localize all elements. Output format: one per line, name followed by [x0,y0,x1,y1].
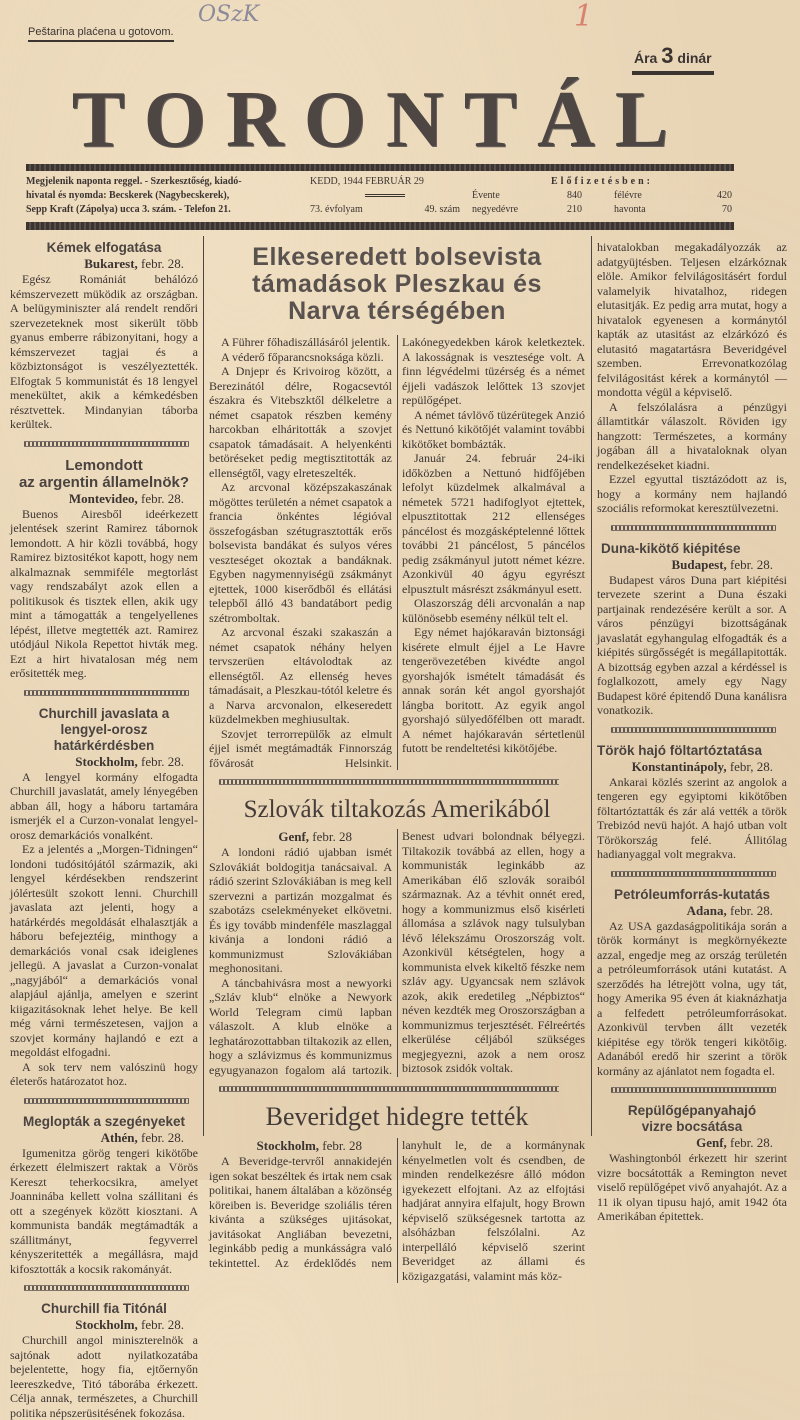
dateline [10,256,198,272]
article-paragraph: Az arcvonal középszakaszának mögöttes területén a német csapatok a francia önkéntes légióval összefogásban szétugrasztották erős bolsevista bandákat és sulyos véres veszteséget okoztak a bandáknak. Egyben nagymennyiségü zsákmányt ejtettek, 1000 kiserődből és ellátási telepből álló 43 bandatábort pedig szétromboltak. [209,480,392,625]
subscription-price: 420 [717,190,732,201]
dateline-date: febr. 28. [730,556,773,572]
dateline-place: Athén, [100,1129,138,1145]
article-szlovak [209,795,585,1077]
article-paragraph: Churchill angol miniszterelnök a sajtónak adott nyilatkozatába bejelentette, hogy fia, ejtőernyőn leereszkedve, Titó táborába érkezett. Célja annak, természetes, a Churchill politika népszerüsitésének fokozása. [10,1333,198,1420]
article-title: vizre bocsátása [641,1119,743,1134]
article-body [209,335,585,770]
article-paragraph: A felszólalásra a pénzügyi államtitkár válaszolt. Röviden igy hangzott: Természetes, a kormány jogában áll a hivataloknak olyan rendelkezéseket kiadni. [597,399,787,472]
subscription-title: Előfizetésben: [551,176,653,187]
article-title: Lemondott [65,456,143,474]
article-lemondott [10,457,198,681]
article-torok-hajo [597,743,787,862]
dateline [597,759,787,775]
subscription-row [472,189,732,203]
dateline [10,1317,198,1333]
dateline [10,1130,198,1146]
article-paragraph: A Führer főhadiszállásáról jelentik. [221,335,391,349]
article-paragraph: Szovjet terrorrepülők az elmult éjjel ismét megtámadták Finnország fővárosát Helsinkit. Lakónegyedekben károk keletkeztek. A lakosságnak is vesztesége volt. A finn légvédelmi tüzérség és a német éjjeli vadászok lelőttek 13 szovjet repülőgépet. [209,335,585,770]
article-beveridge [209,1102,585,1283]
article-paragraph: Buenos Airesből ideérkezett jelentések szerint Ramirez tábornok lemondott. A hir közli továbbá, hogy Ramirez biztositékot kapott, hogy nem alkalmaznak semmiféle megtorlást vagy rendszabályt azok ellen a politikusok és tisztek ellen, akik ugy mint a támogatták a tengelyellenes lépést, illetve megtették azt. Ramirez utódjául Nikola Repettot hivták meg. Ezt a hirt hivatalosan még nem erősitették meg. [10,506,198,680]
subscription-price: 70 [722,204,732,215]
header-bottom-rule [26,222,734,230]
article-title: Churchill fia Titónál [41,1301,167,1316]
article-paragraph: Az USA gazdaságpolitikája során a török kormányt is megkörnyékezte azzal, engedje meg az ország területén a petróleumforrások utáni kutatást. A szerződés ha létrejött volna, ugy tát, hogy Amerika 95 éven át kiaknázhatja a felfedett petróleumforrásokat. Azonkivül tervben állt vezeték kiépitése egy török tengeri kikötőig. Adanából eredő hir szerint a török kormány az ajánlatot nem fogadta el. [597,918,787,1078]
dateline-place: Konstantinápoly, [631,758,727,774]
divider [219,779,559,785]
dateline-date: febr. 28. [141,1129,184,1145]
divider [611,525,776,531]
subscription-label: havonta [614,204,646,215]
dateline-place: Genf, [696,1135,727,1150]
price-prefix: Ára [634,50,658,66]
dateline-date: febr. 28. [141,256,184,271]
headline [209,244,585,325]
dateline [597,903,787,919]
article-duna [597,541,787,718]
dateline-date: febr, 28. [729,758,773,774]
dateline [10,491,198,507]
issue-ornament [310,189,460,203]
article-repulogepanyahajo [597,1103,787,1224]
article-paragraph: A Dnjepr és Krivoirog között, a Berezinától délre, Rogacsevtól északra és Vitebszktől délkeletre a német csapatok részben kemény harcokban elháritották a szovjet csapatok támadásait. A helyenkénti betöréseket pedig megtisztitották az ellenségtől, vagy elreteszelték. [209,364,392,480]
postage-note: Peštarina plaćena u gotovom. [28,26,174,42]
article-title: Török hajó föltartóztatása [597,742,763,758]
right-column [597,240,787,1224]
article-paragraph: Az arcvonal északi szakaszán a német csapatok néhány helyen tervszerüen eltávolodtak az ellenségtől. Az ellenség heves támadásait, a Pleszkau-tótól keletre és a Narva arcvonalon, elkeseredett küzdelmekben meghiusultak. [209,625,392,726]
divider [24,1285,189,1291]
archive-handwritten-mark: OSzK [198,2,260,27]
publisher-info [26,175,298,217]
article-churchill-fia [10,1301,198,1420]
dateline-date: febr. 28. [141,1317,184,1332]
article-kemek [10,240,198,432]
divider [24,690,189,696]
dateline-place: Montevideo, [68,490,138,506]
dateline [209,1138,392,1154]
divider [24,441,189,447]
article-title: az argentin államelnök? [18,473,190,491]
publisher-line: Sepp Kraft (Zápolya) ucca 3. szám. - Telefon 21. [26,204,231,215]
masthead-rule [26,164,734,171]
article-meglopták [10,1114,198,1277]
article-paragraph: Január 24. február 24-iki időközben a Nettunó hidfőjében lefolyt küzdelmek alkalmával a németek 5721 hadifoglyot ejtettek, elpusztitottak 212 ellenséges páncélost és mozgásképtelenné lőttek további 21 páncélost, 5 páncélos pedig zsákmányul jutott német kézre. Azonkivül 40 ágyu egyrészt elpusztult másrészt zsákmányul esett. [402,451,585,596]
price-value: 3 [661,43,674,68]
dateline-date: febr. 28. [730,1135,773,1150]
dateline-date: febr. 28 [312,829,352,844]
subscription-label: félévre [614,190,642,201]
article-paragraph: Budapest város Duna part kiépitési tervezete szerint a Duna északi partjainak rendezésére került a sor. A város pénzügyi bizottságának javaslatát egyhangulag elfogadták és a kiépités sürgősségét is megállapitották. A bizottság egyben azzal a kérdéssel is foglalkozott, amely egy Nagy Budapest köré épitendő Duna kanálisra vonatkozik. [597,572,787,717]
headline-line: Narva térségében [288,297,506,325]
article-petroleum [597,887,787,1079]
dateline [597,557,787,573]
dateline-place: Genf, [278,829,310,844]
issue-info [310,175,460,217]
dateline-date: febr. 28. [141,490,184,506]
article-paragraph: Washingtonból érkezett hir szerint vizre bocsátották a Remington nevet viselő repülőgépet vivő anyahajót. Az a 11 ik olyan tipusu hajó, amit 1942 óta Amerikában épitettek. [597,1151,787,1223]
newspaper-title: TORONTÁL [71,76,689,164]
article-paragraph: Egy német hajókaraván biztonsági kisérete elmult éjjel a Le Havre tengerövezetében kivédte angol gyorshajók ismételt támadását és annak során két angol gyorshajót lángba boritott. Az egyik angol gyorshajó sülyedőfélben ott maradt. A német hajókaraván sértetlenül futott be rendeltetési kikötőjébe. [402,625,585,755]
article-paragraph: A véderő főparancsnoksága közli. [221,349,384,364]
headline-line: támadások Pleszkau és [252,270,542,298]
article-paragraph: A német távlövő tüzérütegek Anzió és Nettunó kikötőjét valamint további kikötőket bombázták. [402,407,585,451]
price-label [632,44,714,75]
subscription-price: 840 [567,190,582,201]
middle-column [209,244,585,1283]
article-paragraph: A sok terv nem valószinü hogy életerős határozatot hoz. [10,1059,198,1088]
article-paragraph: A londoni rádió ujabban ismét Szlovákiát boldogitja tanácsaival. A rádió szerint Szlovákiában is meg kell szervezni a partizán mozgalmat és szabotázs cselekményeket elkövetni. És igy tovább mindenféle maszlaggal kivánja a londoni rádió a kommunizmust Szlovákiában meghonositani. [209,845,392,975]
divider [24,1098,189,1104]
subscription-label: Évente [472,190,500,201]
column-rule [203,236,204,1136]
issue-date: KEDD, 1944 FEBRUÁR 29 [310,176,424,187]
article-churchill-javaslata [10,706,198,1089]
dateline-place: Stockholm, [256,1138,320,1153]
article-body [209,829,585,1077]
article-title: Churchill javaslata a [38,705,170,721]
divider [611,1087,776,1093]
article-paragraph: Ezzel egyuttal tisztázódott az is, hogy a kormány nem hajlandó szociális reformokat keresztülvezetni. [597,472,787,515]
dateline-place: Adana, [686,902,727,918]
dateline-place: Stockholm, [75,1317,138,1332]
dateline-place: Stockholm, [75,753,138,769]
article-paragraph: Egész Romániát behálózó kémszervezett müködik az országban. A belügyminiszter alá rendelt rendőri szervezeteknek most sikerült több gyanus emberre rábizonyitani, hogy a kémszervezet tagjai és a közbiztonságot is veszélyeztették. Elfogtak 5 kommunistát és 18 lengyel menekültet, akik a kémkedésben résztvettek. Mindanyian táborba kerültek. [10,272,198,431]
dateline-place: Bukarest, [84,256,138,271]
info-band [26,175,734,217]
article-paragraph: A lengyel kormány elfogadta Churchill javaslatát, amely lényegében abban áll, hogy a háboru tartamára ismerjék el a Curzon-vonalat lengyel-orosz demarkációs vonalként. [10,769,198,842]
article-title: lengyel-orosz határkérdésben [53,721,155,753]
divider [219,1086,559,1092]
article-paragraph: Igumenitza görög tengeri kikötőbe érkezett élelmiszert raktak a Vörös Kereszt teherkocsikra, amelyet Joanninába kellett volna szállitani és ott a szegények között kiosztani. A kommunista bandák megtámadták a szállitmányt, fegyverrel kényszeritették a megállásra, majd kifosztották a kocsik rakományát. [10,1145,198,1276]
subscription-label: negyedévre [472,204,519,215]
issue-number: 49. szám [424,204,460,215]
article-paragraph: hivatalokban megakadályozzák az adatgyüjtésben. Teljesen elzárkóznak elöle. Amikor felvilágositásért fordul valamelyik hivatalhoz, ridegen elutasitják. Ez pedig arra mutat, hogy a hivatalok egyenesen a kormánytól kapták az utasitást az elzárkózó és elutasitó magatartásra Beveridgével szemben. Errevonatkozólag felvilágositást kérek a kormánytól — mondotta végül a képviselő. [597,240,787,399]
article-body [209,1138,585,1283]
dateline-date: febr. 28. [730,902,773,918]
publisher-line: Megjelenik naponta reggel. - Szerkesztőség, kiadó- [26,176,242,187]
subscription-price: 210 [567,204,582,215]
subscription-row [472,203,732,217]
divider [611,727,776,733]
volume: 73. évfolyam [310,204,363,215]
article-paragraph: A táncbahivásra most a newyorki „Szláv klub“ elnöke a Newyork World Telegram cimü lapban válaszolt. A klub elnöke a leghatározottabban tiltakozik az ellen, hogy a szlávizmus és kommunizmus egyugyanazon fogalom alá tartozik. Benest udvari bolondnak bélyegzi. Tiltakozik továbbá az ellen, hogy a kommunisták leginkább az Amerikában élő szlovák soraiból származnak. Az a tévhit onnét ered, hogy a kommunizmus első kisérleti állomása a szlávok nagy tulsulyban lévő lélekszámu Oroszország volt. Azonkivül kétségtelen, hogy a kommunista elvek kikeltő fészke nem szláv agy. Ugyancsak nem szlávok azok, akik eredetileg „Népbiztos“ néven kezdték meg Oroszországban a kommunizmus terjesztését. Félreértés elkerülése céljából szükséges megjegyezni, azok a nem orosz biztosok zsidók voltak. [209,829,585,1077]
article-paragraph: Ez a jelentés a „Morgen-Tidningen“ londoni tudósitójától származik, aki lengyel kérdésekben rendszerint jólértesült szokott lenni. Churchill javaslata azt jelenti, hogy a határkérdés megoldását elhalasztják a háboru befejeztéig, minthogy a demarkációs vonal csak ideiglenes jellegü. A javaslat a Curzon-vonalat „nagyjából“ a demarkációs vonal alapjául ajánlja, amelyen e szerint kiigazitásoknak lehet helye. Be kell még várni természetesen, vajjon a szovjet kormány hajlandó e ezt a megoldást elfogadni. [10,842,198,1059]
dateline [10,754,198,770]
article-title: Duna-kikötő kiépitése [601,540,741,556]
publisher-line: hivatal és nyomda: Becskerek (Nagybecskerek), [26,190,230,201]
column-rule [591,236,592,1136]
headline: Beveridget hidegre tették [265,1102,529,1131]
left-column [10,240,198,1420]
article-paragraph: Ankarai közlés szerint az angolok a tengeren egy egyiptomi kikötőben föltartóztatták és zár alá vették a török Trebizód nevü hajót. A hajó utban volt Törökország felé. Állitólag hadianyaggal volt megrakva. [597,774,787,861]
article-title: Petróleumforrás-kutatás [613,886,771,902]
headline-line: Elkeseredett bolsevista [252,243,542,271]
article-title: Meglopták a szegényeket [22,1113,186,1129]
article-title: Kémek elfogatása [46,240,162,255]
dateline-date: febr. 28 [322,1138,362,1153]
headline: Szlovák tiltakozás Amerikából [243,796,551,823]
article-title: Repülőgépanyahajó [627,1103,757,1118]
subscription-info [472,175,732,217]
dateline-date: febr. 28. [141,753,184,769]
price-suffix: dinár [677,50,712,66]
article-paragraph: Olaszország déli arcvonalán a nap különösebb esemény nélkül telt el. [402,596,585,625]
article-beveridge-continued [597,240,787,516]
divider [611,871,776,877]
handwritten-number-mark: 1 [574,0,594,34]
article-main-bolsevista [209,244,585,770]
article-paragraph: A Beveridge-tervről annakidején igen sokat beszéltek és irtak nem csak politikai, hanem általában a közönség köreiben is. Beveridge szoliális téren kivánta a szükséges ujitásokat, javitásokat Angliában bevezetni, leginkább pedig a munkásságra való tekintettel. Az érdeklődés nem lanyhult le, de a kormánynak kényelmetlen volt és csendben, de minden rendelkezésre álló módon igyekezett elfojtani. Az az elfojtási hadjárat annyira elfajult, hogy Brown képviselő szükségesnek tartotta az alsóházban felszólalni. Az interpelláló képviselő szerint Beveridget az állami és közigazgatási, valamint más köz- [209,1138,585,1283]
dateline [209,829,392,845]
dateline [597,1135,787,1151]
dateline-place: Budapest, [671,556,727,572]
